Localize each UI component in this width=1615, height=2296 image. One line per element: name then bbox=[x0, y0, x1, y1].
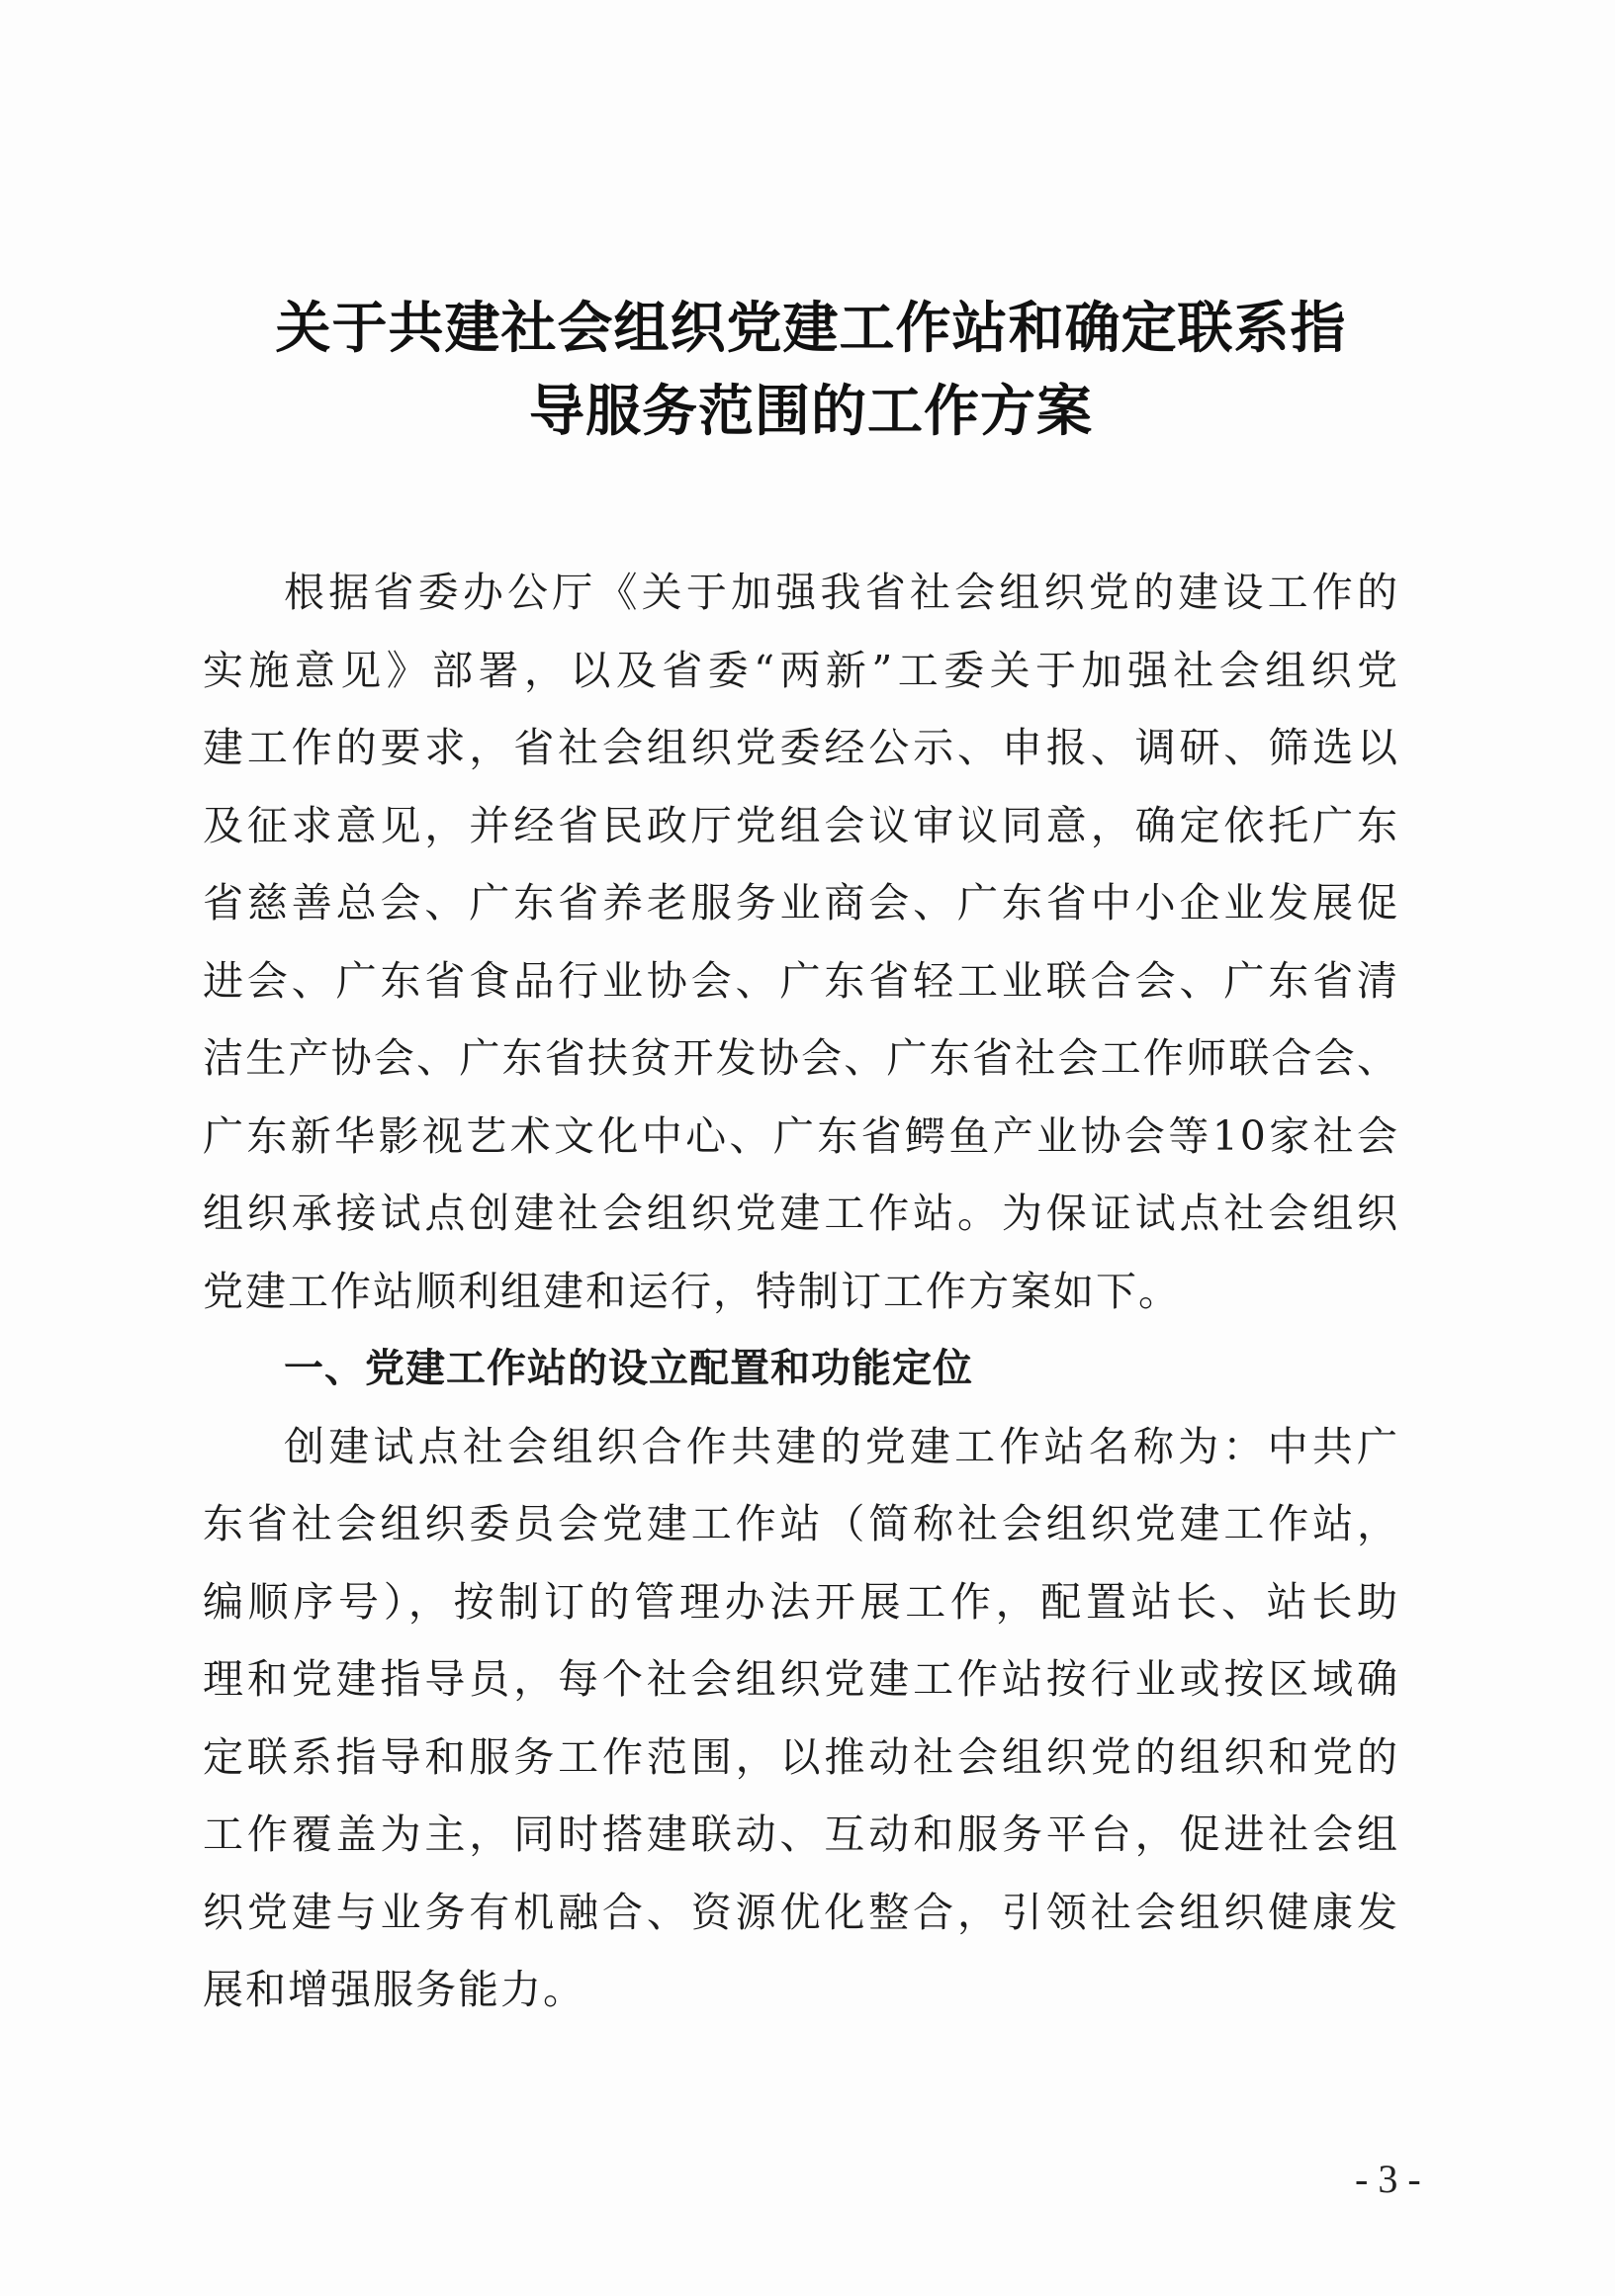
section-heading: 一、党建工作站的设立配置和功能定位 bbox=[284, 1346, 973, 1391]
page-number: - 3 - bbox=[1355, 2157, 1421, 2201]
paragraph-line: 及征求意见，并经省民政厅党组会议审议同意，确定依托广东 bbox=[203, 801, 1399, 849]
paragraph-line: 工作覆盖为主，同时搭建联动、互动和服务平台，促进社会组 bbox=[203, 1810, 1399, 1858]
paragraph-line: 编顺序号），按制订的管理办法开展工作，配置站长、站长助 bbox=[203, 1577, 1399, 1626]
paragraph-line: 展和增强服务能力。 bbox=[203, 1966, 585, 2013]
title-line: 关于共建社会组织党建工作站和确定联系指 bbox=[275, 296, 1347, 361]
paragraph-line: 东省社会组织委员会党建工作站（简称社会组织党建工作站， bbox=[203, 1500, 1399, 1547]
paragraph-line: 建工作的要求，省社会组织党委经公示、申报、调研、筛选以 bbox=[203, 724, 1399, 771]
paragraph-line: 党建工作站顺利组建和运行，特制订工作方案如下。 bbox=[203, 1267, 1181, 1315]
paragraph-line: 洁生产协会、广东省扶贫开发协会、广东省社会工作师联合会、 bbox=[203, 1034, 1399, 1082]
paragraph-line: 织党建与业务有机融合、资源优化整合，引领社会组织健康发 bbox=[203, 1888, 1399, 1936]
paragraph-line: 实施意见》部署，以及省委“两新”工委关于加强社会组织党 bbox=[203, 646, 1399, 694]
paragraph-line: 创建试点社会组织合作共建的党建工作站名称为：中共广 bbox=[284, 1422, 1399, 1470]
title-line: 导服务范围的工作方案 bbox=[529, 379, 1093, 444]
paragraph-line: 定联系指导和服务工作范围，以推动社会组织党的组织和党的 bbox=[203, 1732, 1399, 1781]
paragraph-line: 根据省委办公厅《关于加强我省社会组织党的建设工作的 bbox=[284, 569, 1399, 616]
paragraph-line: 省慈善总会、广东省养老服务业商会、广东省中小企业发展促 bbox=[203, 879, 1399, 927]
document-title bbox=[198, 287, 1424, 453]
paragraph-line: 进会、广东省食品行业协会、广东省轻工业联合会、广东省清 bbox=[203, 956, 1399, 1005]
document-body bbox=[203, 554, 1399, 2029]
paragraph-line: 组织承接试点创建社会组织党建工作站。为保证试点社会组织 bbox=[203, 1190, 1399, 1237]
paragraph-line: 理和党建指导员，每个社会组织党建工作站按行业或按区域确 bbox=[203, 1655, 1399, 1703]
paragraph-line: 广东新华影视艺术文化中心、广东省鳄鱼产业协会等10家社会 bbox=[203, 1111, 1399, 1160]
